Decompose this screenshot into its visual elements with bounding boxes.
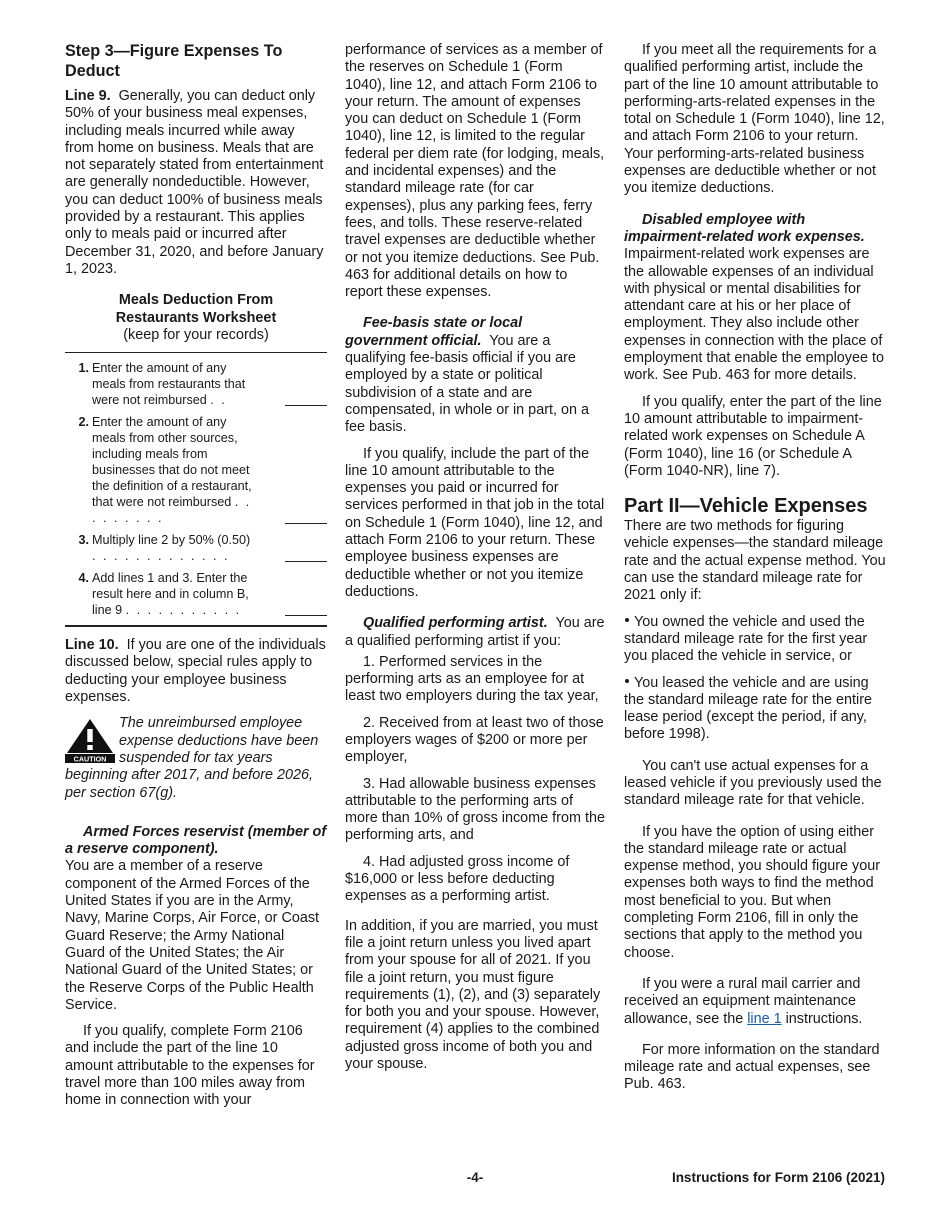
page-number: -4- [466, 1170, 484, 1185]
worksheet-entry-line-1[interactable] [285, 404, 327, 406]
line10-paragraph: Line 10. If you are one of the individuals discussed below, special rules apply to deducting your employee business expenses. [65, 637, 326, 706]
meals-worksheet [65, 352, 327, 627]
disabled-heading: Disabled employee with impairment-related work expenses. [624, 211, 865, 245]
part2-heading: Part II—Vehicle Expenses [624, 495, 868, 518]
bullet-leased: You leased the vehicle and are using the standard mileage rate for the entire lease period (except the period, if any, before 1998). [624, 674, 872, 743]
qpa-meet-paragraph: If you meet all the requirements for a qualified performing artist, include the part of the line 10 amount attributable to performing-arts-related expenses in the total on Schedule 1 (Form 1040), line 12, and attach Form 2106 to your return. Your performing-arts-related business expenses are deductible whether or not you itemize deductions. [624, 42, 885, 197]
fee-basis-heading: Fee-basis state or local government official. [345, 315, 523, 349]
qpa-item-4: 4. Had adjusted gross income of $16,000 or less before deducting expenses as a performing artist. [345, 853, 570, 905]
bullet-icon [625, 679, 629, 683]
qpa-heading: Qualified performing artist. [363, 615, 548, 632]
worksheet-row-3: 3. Multiply line 2 by 50% (0.50) . . . . . . . . . . . . . [65, 532, 327, 564]
part2-intro: There are two methods for figuring vehicle expenses—the standard mileage rate and the actual expense method. You can use the standard mileage rate for 2021 only if: [624, 518, 886, 604]
caution-icon [65, 717, 115, 763]
more-info-paragraph: For more information on the standard mileage rate and actual expenses, see Pub. 463. [624, 1041, 880, 1093]
cant-use-paragraph: You can't use actual expenses for a leased vehicle if you previously used the standard mileage rate for that vehicle. [624, 757, 882, 809]
disabled-paragraph: Disabled employee with impairment-related work expenses. Impairment-related work expenses are the allowable expenses of an individual with physical or mental disabilities for attendant care at his or her place of employment. They also include other expenses in connection with the place of employment that enable the employee to work. See Pub. 463 for more details. [624, 211, 884, 384]
step3-heading: Step 3—Figure Expenses To Deduct [65, 42, 283, 80]
worksheet-row-4: 4. Add lines 1 and 3. Enter the result here and in column B, line 9 . . . . . . . . . . . [65, 570, 327, 618]
worksheet-row-1: 1. Enter the amount of any meals from restaurants that were not reimbursed . . [65, 360, 327, 408]
option-paragraph: If you have the option of using either the standard mileage rate or actual expense method, you should figure your expenses both ways to find the method most beneficial to you. But when completing Form 2106, fill in only the sections that apply to the method you choose. [624, 823, 880, 961]
column-2 [345, 42, 607, 1082]
fee-basis-paragraph: Fee-basis state or local government official. You are a qualifying fee-basis official if you are employed by a state or political subdivision of a state and are compensated, in whole or in part, on a fee basis. [345, 315, 589, 436]
worksheet-entry-line-3[interactable] [285, 560, 327, 562]
worksheet-title: Meals Deduction From Restaurants Worksheet [115, 292, 277, 326]
column-1 [65, 42, 327, 1119]
armed-forces-qualify: If you qualify, complete Form 2106 and include the part of the line 10 amount attributable to the expenses for travel more than 100 miles away from home in connection with your [65, 1023, 315, 1109]
reserves-continued: performance of services as a member of the reserves on Schedule 1 (Form 1040), line 12, and attach Form 2106 to your return. The amount of expenses you can deduct on Schedule 1 (Form 1040), line 12, is limited to the regular federal per diem rate (for lodging, meals, and incidental expenses) and the standard mileage rate (for car expenses), plus any parking fees, ferry fees, and tolls. These reserve-related travel expenses are deductible whether or not you itemize deductions. See Pub. 463 for additional details on how to report these expenses. [345, 42, 605, 301]
column-3 [624, 42, 886, 1103]
svg-text:CAUTION: CAUTION [73, 754, 107, 764]
qpa-item-1: 1. Performed services in the performing arts as an employee for at least two employers during the tax year, [345, 653, 599, 705]
worksheet-entry-line-2[interactable] [285, 522, 327, 524]
line1-instructions-link[interactable]: line 1 [747, 1010, 782, 1027]
armed-forces-heading: Armed Forces reservist (member of a reserve component). [65, 823, 327, 858]
disabled-qualify: If you qualify, enter the part of the line 10 amount attributable to impairment-related work expenses on Schedule A (Form 1040), line 16 (or Schedule A (Form 1040-NR), line 7). [624, 393, 882, 479]
bullet-owned: You owned the vehicle and used the standard mileage rate for the first year you placed the vehicle in service, or [624, 613, 868, 665]
qpa-paragraph: Qualified performing artist. You are a qualified performing artist if you: [345, 615, 605, 649]
caution-text: The unreimbursed employee expense deductions have been suspended for tax years beginning after 2017, and before 2026, per section 67(g). [65, 715, 319, 801]
bullet-icon [625, 618, 629, 622]
married-paragraph: In addition, if you are married, you must file a joint return unless you lived apart from your spouse for all of 2021. If you file a joint return, you must figure requirements (1), (2), and (3) separately for both you and your spouse. However, requirement (4) applies to the combined adjusted gross income of both you and your spouse. [345, 917, 601, 1073]
worksheet-row-2: 2. Enter the amount of any meals from other sources, including meals from businesses that do not meet the definition of a restaurant, that were not reimbursed . . . . . . . . . [65, 414, 327, 526]
line9-paragraph: Line 9. Generally, you can deduct only 50% of your business meal expenses, including meals incurred while away from home on business. Meals that are not separately stated from entertainment are generally nondeductible. However, you can deduct 100% of business meals provided by a restaurant. This applies only to meals paid or incurred after December 31, 2020, and before January 1, 2023. [65, 88, 324, 277]
worksheet-header [65, 292, 327, 344]
rural-mail-paragraph: If you were a rural mail carrier and received an equipment maintenance allowance, see the line 1 instructions. [624, 975, 863, 1027]
qpa-item-3: 3. Had allowable business expenses attributable to the performing arts of more than 10% of gross income from the performing arts, and [345, 775, 605, 844]
footer-form-title: Instructions for Form 2106 (2021) [671, 1170, 885, 1185]
fee-basis-qualify: If you qualify, include the part of the line 10 amount attributable to the expenses you paid or incurred for services performed in that job in the total on Schedule 1 (Form 1040), line 12, and attach Form 2106 to your return. These employee business expenses are deductible whether or not you itemize deductions. [345, 445, 605, 600]
armed-forces-paragraph: Armed Forces reservist (member of a reserve component). You are a member of a reserve component of the Armed Forces of the United States if you are in the Army, Navy, Marine Corps, Air Force, or Coast Guard Reserve; the Army National Guard of the United States; the Air National Guard of the United States; or the Reserve Corps of the Public Health Service. [65, 823, 327, 1013]
worksheet-subtitle: (keep for your records) [123, 326, 269, 343]
caution-box [65, 715, 327, 801]
worksheet-entry-line-4[interactable] [285, 614, 327, 616]
qpa-item-2: 2. Received from at least two of those employers wages of $200 or more per employer, [345, 714, 604, 766]
